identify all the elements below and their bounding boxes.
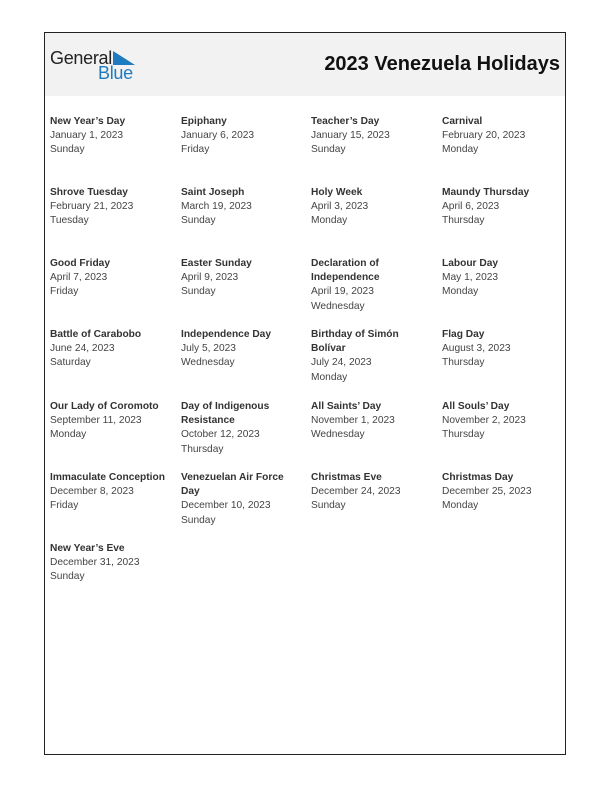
holiday-name: Holy Week (311, 187, 363, 198)
holiday-name: All Souls’ Day (442, 401, 510, 412)
holiday-date: December 10, 2023 (181, 500, 271, 512)
holiday-date: December 8, 2023 (50, 486, 134, 498)
holiday-weekday: Sunday (181, 286, 216, 298)
holiday-item (181, 257, 309, 300)
holiday-item (311, 186, 439, 229)
holiday-item (442, 186, 570, 229)
holiday-date: November 2, 2023 (442, 415, 526, 427)
holiday-date: April 7, 2023 (50, 272, 108, 284)
holiday-item (181, 471, 309, 528)
page-title: 2023 Venezuela Holidays (324, 53, 560, 75)
holiday-date: October 12, 2023 (181, 429, 260, 441)
holiday-item (442, 471, 570, 514)
holiday-date: March 19, 2023 (181, 201, 252, 213)
holiday-weekday: Monday (442, 144, 479, 156)
holiday-item (442, 400, 570, 443)
holiday-name: Carnival (442, 116, 483, 127)
holiday-date: February 20, 2023 (442, 130, 526, 142)
holiday-name: Battle of Carabobo (50, 329, 142, 340)
holiday-name: Teacher’s Day (311, 116, 380, 127)
holiday-name: Epiphany (181, 116, 227, 127)
holiday-item (50, 542, 178, 585)
holiday-name: Our Lady of Coromoto (50, 401, 159, 412)
holiday-weekday: Sunday (311, 500, 346, 512)
holiday-date: November 1, 2023 (311, 415, 395, 427)
holiday-date: February 21, 2023 (50, 201, 134, 213)
holiday-weekday: Friday (50, 286, 79, 298)
holiday-item (311, 115, 439, 158)
logo-word-blue: Blue (98, 63, 133, 83)
holiday-weekday: Monday (311, 215, 348, 227)
holiday-date: April 3, 2023 (311, 201, 369, 213)
holiday-weekday: Thursday (181, 443, 224, 455)
holiday-date: April 6, 2023 (442, 201, 500, 213)
holiday-weekday: Wednesday (181, 357, 235, 369)
holiday-weekday: Monday (311, 371, 348, 383)
holiday-date: August 3, 2023 (442, 343, 511, 355)
holiday-date: January 6, 2023 (181, 130, 255, 142)
holiday-item (181, 328, 309, 371)
holiday-item (311, 328, 439, 385)
holiday-name: Immaculate Conception (50, 472, 165, 483)
holiday-item (181, 400, 309, 457)
holiday-name: Birthday of Simón Bolívar (311, 329, 399, 355)
holiday-item (181, 186, 309, 229)
holiday-name: All Saints’ Day (311, 401, 382, 412)
holiday-name: Labour Day (442, 258, 499, 269)
holiday-weekday: Sunday (181, 215, 216, 227)
holiday-item (311, 257, 439, 314)
generalblue-logo (50, 48, 140, 84)
holiday-date: April 19, 2023 (311, 286, 374, 298)
holiday-item (442, 328, 570, 371)
holiday-weekday: Monday (50, 429, 87, 441)
holiday-date: July 24, 2023 (311, 357, 372, 369)
page-header (45, 33, 565, 96)
holiday-item (50, 257, 178, 300)
holiday-item (442, 257, 570, 300)
holiday-weekday: Thursday (442, 357, 485, 369)
holiday-weekday: Thursday (442, 215, 485, 227)
logo-word-general: General (50, 48, 112, 68)
holiday-item (50, 400, 178, 443)
holiday-item (50, 186, 178, 229)
holiday-weekday: Monday (442, 500, 479, 512)
holiday-date: June 24, 2023 (50, 343, 115, 355)
holiday-name: Saint Joseph (181, 187, 245, 198)
holiday-date: January 15, 2023 (311, 130, 390, 142)
holiday-name: Easter Sunday (181, 258, 252, 269)
calendar-page (44, 32, 566, 755)
holiday-date: January 1, 2023 (50, 130, 124, 142)
holiday-weekday: Thursday (442, 429, 485, 441)
holiday-name: New Year’s Day (50, 116, 126, 127)
holiday-date: December 24, 2023 (311, 486, 401, 498)
holiday-date: May 1, 2023 (442, 272, 499, 284)
holiday-name: Venezuelan Air Force Day (181, 472, 284, 498)
holiday-name: Good Friday (50, 258, 110, 269)
holiday-weekday: Sunday (311, 144, 346, 156)
holiday-item (50, 115, 178, 158)
holiday-item (50, 471, 178, 514)
holiday-name: Shrove Tuesday (50, 187, 128, 198)
holiday-weekday: Sunday (181, 514, 216, 526)
holiday-weekday: Tuesday (50, 215, 89, 227)
holiday-date: December 25, 2023 (442, 486, 532, 498)
holiday-name: Flag Day (442, 329, 485, 340)
holiday-name: Declaration of Independence (311, 258, 380, 284)
holiday-name: Maundy Thursday (442, 187, 530, 198)
holiday-name: Christmas Eve (311, 472, 382, 483)
holiday-date: April 9, 2023 (181, 272, 239, 284)
holiday-name: Independence Day (181, 329, 272, 340)
holiday-item (50, 328, 178, 371)
holiday-weekday: Sunday (50, 144, 85, 156)
holiday-item (311, 400, 439, 443)
holiday-date: September 11, 2023 (50, 415, 142, 427)
holiday-weekday: Wednesday (311, 300, 365, 312)
holiday-weekday: Friday (50, 500, 79, 512)
holiday-weekday: Sunday (50, 571, 85, 583)
holiday-date: July 5, 2023 (181, 343, 236, 355)
holiday-item (311, 471, 439, 514)
holiday-date: December 31, 2023 (50, 557, 140, 569)
holiday-weekday: Friday (181, 144, 210, 156)
holiday-weekday: Monday (442, 286, 479, 298)
holiday-weekday: Saturday (50, 357, 91, 369)
holiday-name: New Year’s Eve (50, 543, 125, 554)
holiday-name: Christmas Day (442, 472, 514, 483)
holiday-weekday: Wednesday (311, 429, 365, 441)
holiday-item (442, 115, 570, 158)
holiday-name: Day of Indigenous Resistance (181, 401, 270, 427)
holiday-item (181, 115, 309, 158)
